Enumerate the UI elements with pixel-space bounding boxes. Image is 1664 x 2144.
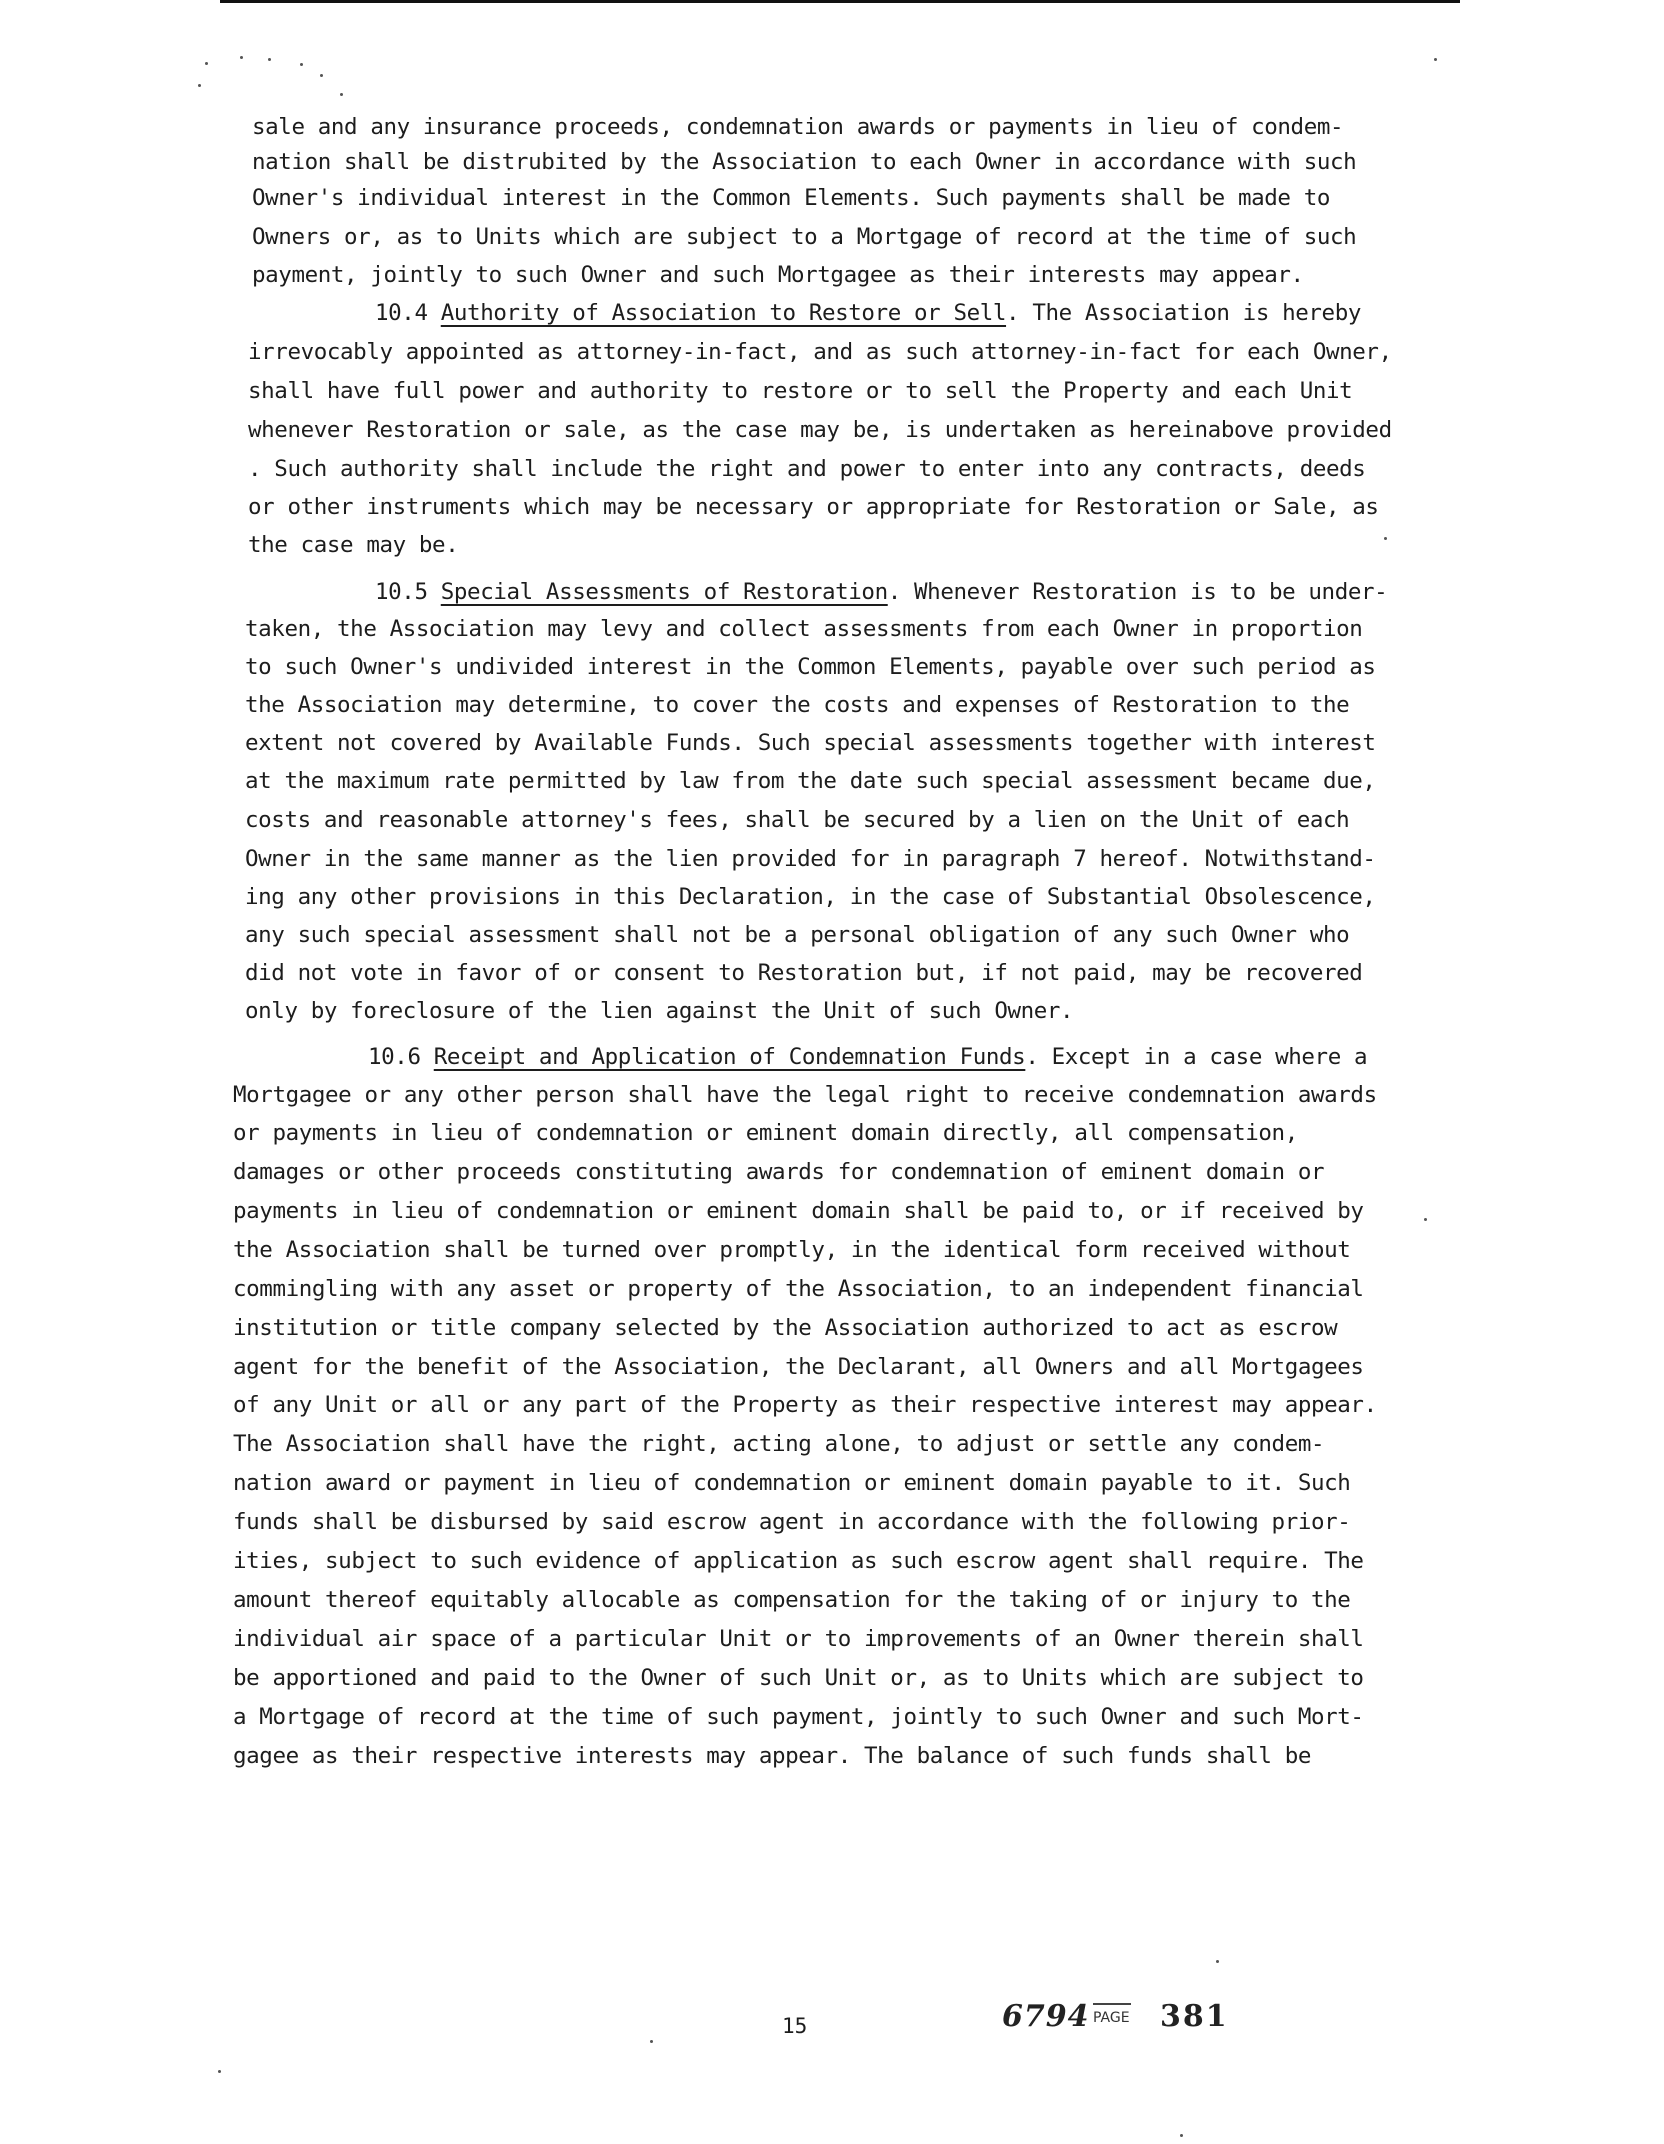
text-line: only by foreclosure of the lien against the Unit of such Owner.: [245, 998, 1074, 1024]
text-line: to such Owner's undivided interest in the Common Elements, payable over such period as: [245, 654, 1376, 680]
text-line: whenever Restoration or sale, as the case may be, is undertaken as hereinabove provided: [248, 417, 1392, 443]
text-line: damages or other proceeds constituting awards for condemnation of eminent domain or: [233, 1159, 1325, 1185]
section-heading-line: [375, 577, 1387, 607]
section-number: 10.4: [375, 300, 428, 326]
book-number-stamp: 6794: [1002, 1999, 1090, 2034]
section-title: Special Assessments of Restoration: [440, 579, 888, 605]
scan-speck: [320, 74, 323, 77]
text-line: the Association may determine, to cover the costs and expenses of Restoration to the: [245, 692, 1350, 718]
text-line: nation shall be distrubited by the Association to each Owner in accordance with such: [252, 149, 1357, 175]
scan-speck: [240, 56, 243, 59]
text-line: any such special assessment shall not be a personal obligation of any such Owner who: [245, 922, 1350, 948]
text-line: did not vote in favor of or consent to Restoration but, if not paid, may be recovered: [245, 960, 1363, 986]
section-number: 10.5: [375, 579, 428, 605]
scan-speck: [1434, 58, 1437, 61]
text-line: of any Unit or all or any part of the Property as their respective interest may appear.: [233, 1392, 1377, 1418]
section-title: Authority of Association to Restore or Sell: [440, 300, 1007, 326]
text-line: be apportioned and paid to the Owner of such Unit or, as to Units which are subject to: [233, 1665, 1364, 1691]
scan-speck: [340, 93, 343, 96]
text-line: a Mortgage of record at the time of such payment, jointly to such Owner and such Mort-: [233, 1704, 1364, 1730]
page-tag-stamp: PAGE: [1093, 2010, 1130, 2026]
section-number: 10.6: [368, 1044, 421, 1070]
text-line: at the maximum rate permitted by law from the date such special assessment became due,: [245, 768, 1376, 794]
text-line: gagee as their respective interests may appear. The balance of such funds shall be: [233, 1743, 1311, 1769]
text-line: sale and any insurance proceeds, condemnation awards or payments in lieu of condem-: [252, 114, 1344, 140]
scan-speck: [1180, 2134, 1183, 2137]
text-line: shall have full power and authority to restore or to sell the Property and each Unit: [248, 378, 1353, 404]
section-title: Receipt and Application of Condemnation Funds: [433, 1044, 1026, 1070]
text-line: Owners or, as to Units which are subject to a Mortgage of record at the time of such: [252, 224, 1357, 250]
text-line: costs and reasonable attorney's fees, shall be secured by a lien on the Unit of each: [245, 807, 1350, 833]
scan-speck: [300, 63, 303, 66]
text-line: ities, subject to such evidence of application as such escrow agent shall require. The: [233, 1548, 1364, 1574]
text-line: payment, jointly to such Owner and such Mortgagee as their interests may appear.: [252, 262, 1304, 288]
text-line: or other instruments which may be necessary or appropriate for Restoration or Sale, as: [248, 494, 1379, 520]
section-heading-line: [368, 1042, 1367, 1072]
recorded-page-stamp: 381: [1160, 1999, 1229, 2034]
scan-speck: [1216, 1960, 1219, 1963]
scan-speck: [1384, 537, 1387, 540]
text-line: Owner in the same manner as the lien provided for in paragraph 7 hereof. Notwithstand-: [245, 846, 1376, 872]
scan-speck: [198, 84, 201, 87]
text-line: the Association shall be turned over promptly, in the identical form received without: [233, 1237, 1351, 1263]
scan-speck: [205, 62, 208, 65]
text-line: The Association shall have the right, acting alone, to adjust or settle any condem-: [233, 1431, 1325, 1457]
text-line: nation award or payment in lieu of condemnation or eminent domain payable to it. Such: [233, 1470, 1351, 1496]
text-line: commingling with any asset or property of the Association, to an independent financial: [233, 1276, 1364, 1302]
scan-speck: [650, 2040, 653, 2043]
text-line: the case may be.: [248, 532, 459, 558]
scan-speck: [218, 2070, 221, 2073]
text-line: individual air space of a particular Unit or to improvements of an Owner therein shall: [233, 1626, 1364, 1652]
scan-speck: [1424, 1218, 1427, 1221]
text-line: ing any other provisions in this Declaration, in the case of Substantial Obsolescence,: [245, 884, 1376, 910]
text-line: irrevocably appointed as attorney-in-fact, and as such attorney-in-fact for each Owner,: [248, 339, 1392, 365]
section-heading-rest: . Whenever Restoration is to be under-: [887, 579, 1388, 605]
text-line: . Such authority shall include the right and power to enter into any contracts, deeds: [248, 456, 1366, 482]
text-line: amount thereof equitably allocable as compensation for the taking of or injury to the: [233, 1587, 1351, 1613]
page-number: 15: [782, 2014, 808, 2038]
section-heading-rest: . Except in a case where a: [1025, 1044, 1368, 1070]
section-heading-line: [375, 298, 1361, 328]
text-line: extent not covered by Available Funds. Such special assessments together with interest: [245, 730, 1376, 756]
text-line: taken, the Association may levy and collect assessments from each Owner in proportion: [245, 616, 1363, 642]
text-line: agent for the benefit of the Association, the Declarant, all Owners and all Mortgagees: [233, 1354, 1364, 1380]
text-line: payments in lieu of condemnation or eminent domain shall be paid to, or if received by: [233, 1198, 1364, 1224]
text-line: institution or title company selected by the Association authorized to act as escrow: [233, 1315, 1338, 1341]
text-line: funds shall be disbursed by said escrow agent in accordance with the following prior-: [233, 1509, 1351, 1535]
text-line: Owner's individual interest in the Common Elements. Such payments shall be made to: [252, 185, 1330, 211]
section-heading-rest: . The Association is hereby: [1006, 300, 1361, 326]
scan-speck: [268, 58, 271, 61]
text-line: or payments in lieu of condemnation or eminent domain directly, all compensation,: [233, 1120, 1298, 1146]
text-line: Mortgagee or any other person shall have the legal right to receive condemnation awards: [233, 1082, 1377, 1108]
